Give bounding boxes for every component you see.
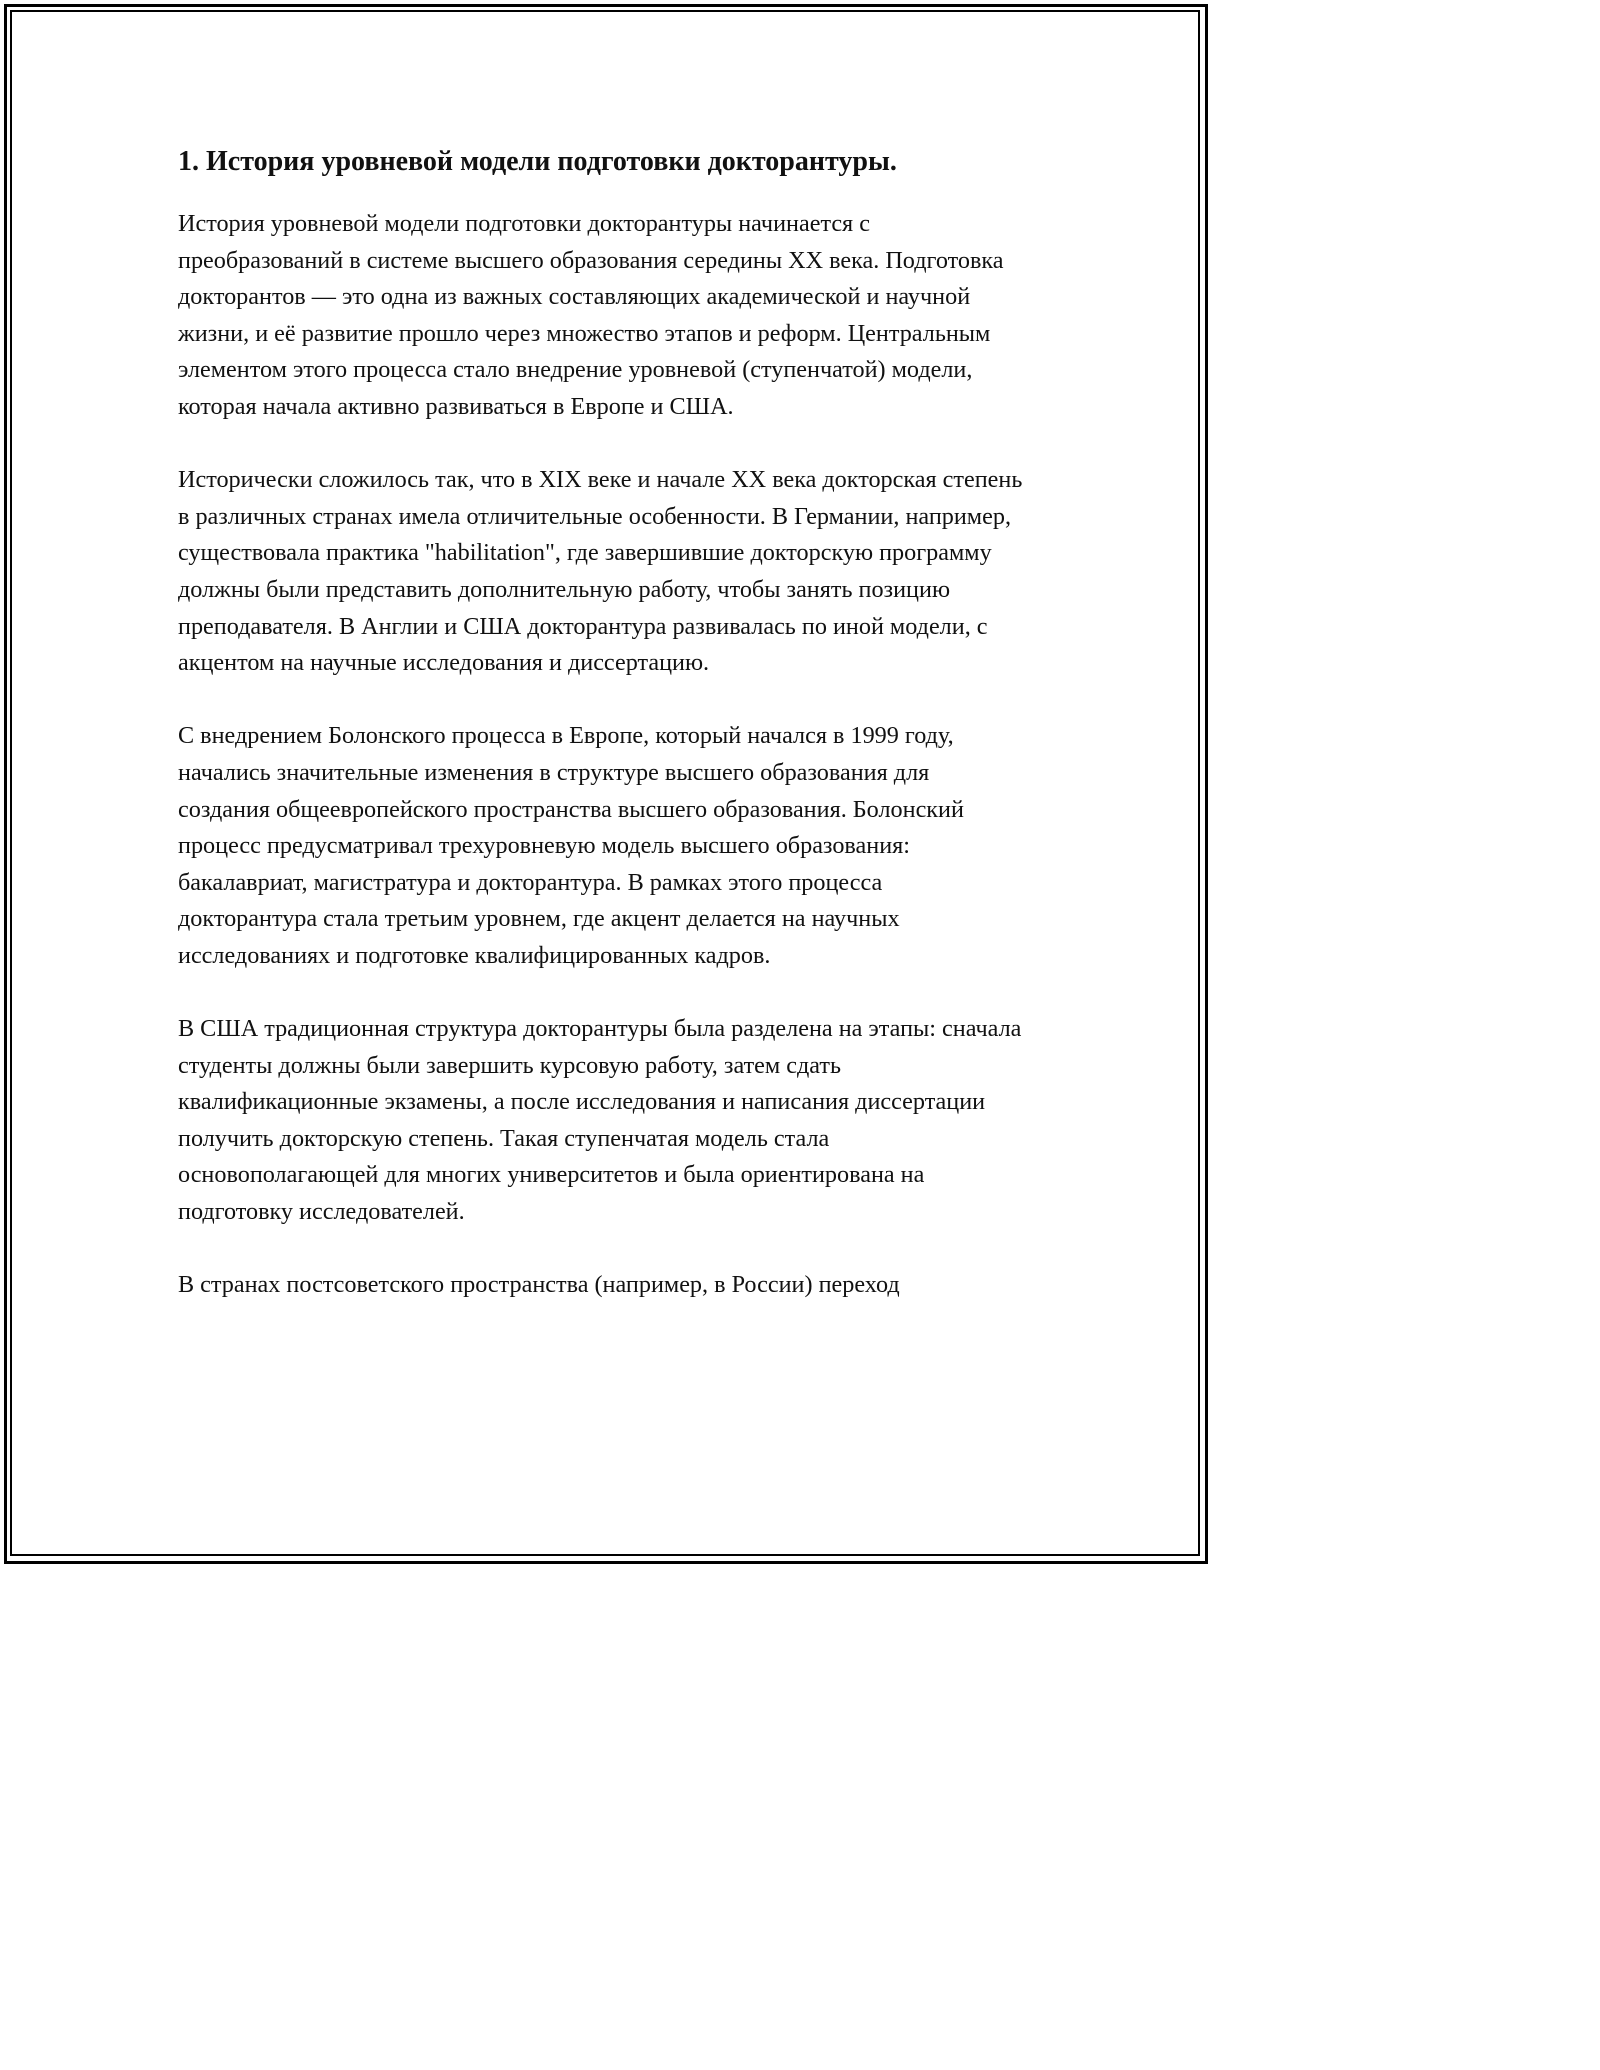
paragraph-5: В странах постсоветского пространства (например, в России) переход: [178, 1271, 900, 1299]
paragraph-3: С внедрением Болонского процесса в Европе, который начался в 1999 году, начались значительные изменения в структуре высшего образования для создания общеевропейского пространства высшего образования. Болонский процесс предусматривал трехуровневую модель высшего образования: бакалавриат, магистратура и докторантура. В рамках этого процесса докторантура стала третьим уровнем, где акцент делается на научных исследованиях и подготовке квалифицированных кадров.: [178, 722, 964, 969]
paragraph-2: Исторически сложилось так, что в XIX веке и начале XX века докторская степень в различных странах имела отличительные особенности. В Германии, например, существовала практика "habilitation", где завершившие докторскую программу должны были представить дополнительную работу, чтобы занять позицию преподавателя. В Англии и США докторантура развивалась по иной модели, с акцентом на научные исследования и диссертацию.: [178, 466, 1023, 677]
paragraph-1: История уровневой модели подготовки докторантуры начинается с преобразований в системе высшего образования середины XX века. Подготовка докторантов — это одна из важных составляющих академической и научной жизни, и её развитие прошло через множество этапов и реформ. Центральным элементом этого процесса стало внедрение уровневой (ступенчатой) модели, которая начала активно развиваться в Европе и США.: [178, 210, 1004, 420]
paragraph-4: В США традиционная структура докторантуры была разделена на этапы: сначала студенты должны были завершить курсовую работу, затем сдать квалификационные экзамены, а после исследования и написания диссертации получить докторскую степень. Такая ступенчатая модель стала основополагающей для многих университетов и была ориентирована на подготовку исследователей.: [178, 1015, 1022, 1226]
section-heading: 1. История уровневой модели подготовки докторантуры.: [178, 146, 897, 177]
document-body: [178, 140, 1023, 1340]
